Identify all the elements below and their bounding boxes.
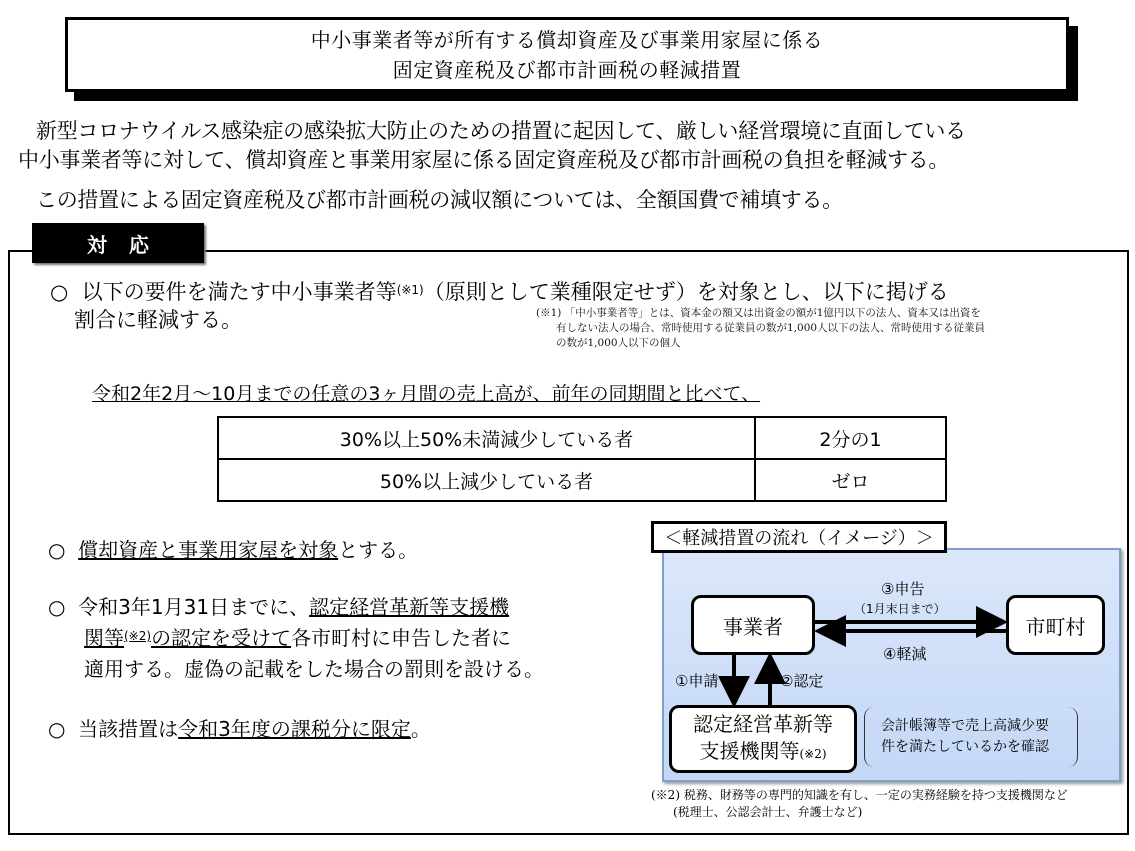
intro-line-1: 新型コロナウイルス感染症の感染拡大防止のための措置に起因して、厳しい経営環境に直面している — [36, 119, 966, 143]
bullet-target-assets: ○ 償却資産と事業用家屋を対象とする。 — [48, 538, 419, 562]
requirement-line-2: 割合に軽減する。 — [74, 308, 242, 332]
criterion-cell: 50%以上減少している者 — [218, 459, 755, 501]
label-step4: ④軽減 — [883, 645, 927, 663]
bullet-fiscal-year: ○ 当該措置は令和3年度の課税分に限定。 — [48, 717, 431, 741]
label-step1: ①申請 — [675, 672, 719, 690]
node-municipality: 市町村 — [1006, 595, 1105, 655]
verification-note: 会計帳簿等で売上高減少要 件を満たしているかを確認 — [864, 707, 1078, 767]
flow-diagram-title: ＜軽減措置の流れ（イメージ）＞ — [651, 521, 947, 553]
bullet-circle-icon: ○ — [48, 717, 66, 741]
footnote-ref-1: (※1) — [396, 283, 424, 297]
rate-cell: 2分の1 — [755, 417, 946, 459]
footnote-1: (※1) 「中小事業者等」とは、資本金の額又は出資金の額が1億円以下の法人、資本又は出資を 有しない法人の場合、常時使用する従業員の数が1,000人以下の法人、常時使用する従業員 の数が1,000人以下の個人 — [536, 307, 986, 349]
sales-condition: 令和2年2月～10月までの任意の3ヶ月間の売上高が、前年の同期間と比べて、 — [92, 383, 761, 405]
bullet-circle-icon: ○ — [48, 595, 66, 619]
requirement-line-1: ○ 以下の要件を満たす中小事業者等$^{(※1)}$（原則として業種限定せず）を対象とし、以下に掲げる — [50, 280, 949, 304]
node-support-agency: 認定経営革新等 支援機関等(※2) — [669, 705, 857, 773]
intro-line-3: この措置による固定資産税及び都市計画税の減収額については、全額国費で補填する。 — [36, 188, 843, 212]
bullet-application: ○ 令和3年1月31日までに、認定経営革新等支援機 関等$^{(※2)}$の認定を受けて各市町村に申告した者に 適用する。虚偽の記載をした場合の罰則を設ける。 — [48, 595, 544, 681]
label-step3: ③申告 — [881, 580, 925, 598]
section-tab-label: 対応 — [32, 223, 204, 263]
bullet-circle-icon: ○ — [50, 280, 69, 304]
footnote-ref-2: (※2) — [124, 629, 152, 643]
label-step3-deadline: （1月末日まで） — [854, 602, 946, 616]
footnote-2: (※2) 税務、財務等の専門的知識を有し、一定の実務経験を持つ支援機関など (税理士、公認会計士、弁護士など) — [651, 788, 1068, 819]
node-business: 事業者 — [691, 595, 815, 655]
title-line-2: 固定資産税及び都市計画税の軽減措置 — [392, 57, 742, 82]
title-line-1: 中小事業者等が所有する償却資産及び事業用家屋に係る — [310, 27, 824, 52]
rate-cell: ゼロ — [755, 459, 946, 501]
criterion-cell: 30%以上50%未満減少している者 — [218, 417, 755, 459]
intro-line-2: 中小事業者等に対して、償却資産と事業用家屋に係る固定資産税及び都市計画税の負担を軽減する。 — [18, 148, 950, 172]
label-step2: ②認定 — [780, 672, 824, 690]
bullet-circle-icon: ○ — [48, 538, 66, 562]
